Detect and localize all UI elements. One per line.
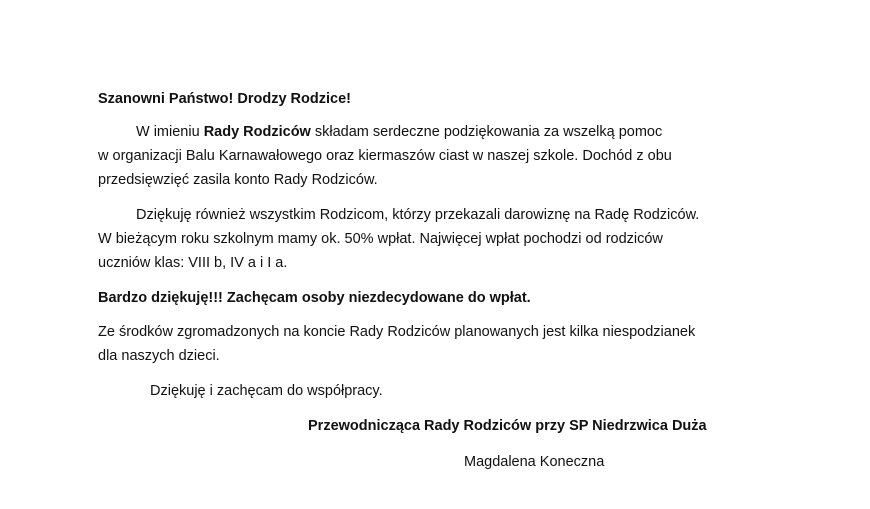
paragraph1-lead: W imieniu	[136, 124, 204, 140]
paragraph1-emphasis: Rady Rodziców	[203, 124, 311, 140]
paragraph2-line2: W bieżącym roku szkolnym mamy ok. 50% wpłat. Najwięcej wpłat pochodzi od rodziców	[98, 231, 663, 247]
paragraph3-line1: Ze środków zgromadzonych na koncie Rady Rodziców planowanych jest kilka niespodzianek	[98, 324, 696, 340]
paragraph2-line3: uczniów klas: VIII b, IV a i I a.	[98, 255, 288, 271]
signature-name: Magdalena Koneczna	[464, 454, 605, 470]
paragraph3-line2: dla naszych dzieci.	[98, 348, 220, 364]
paragraph1-line1	[136, 123, 662, 141]
signature-title: Przewodnicząca Rady Rodziców przy SP Niedrzwica Duża	[308, 418, 707, 434]
greeting: Szanowni Państwo! Drodzy Rodzice!	[98, 91, 351, 107]
paragraph1-line2: w organizacji Balu Karnawałowego oraz kiermaszów ciast w naszej szkole. Dochód z obu	[98, 148, 672, 164]
paragraph1-rest: składam serdeczne podziękowania za wszelką pomoc	[310, 124, 663, 140]
appeal: Bardzo dziękuję!!! Zachęcam osoby niezdecydowane do wpłat.	[98, 290, 531, 306]
closing: Dziękuję i zachęcam do współpracy.	[150, 383, 383, 399]
paragraph2-line1: Dziękuję również wszystkim Rodzicom, którzy przekazali darowiznę na Radę Rodziców.	[136, 207, 700, 223]
paragraph1-line3: przedsięwzięć zasila konto Rady Rodziców.	[98, 172, 378, 188]
